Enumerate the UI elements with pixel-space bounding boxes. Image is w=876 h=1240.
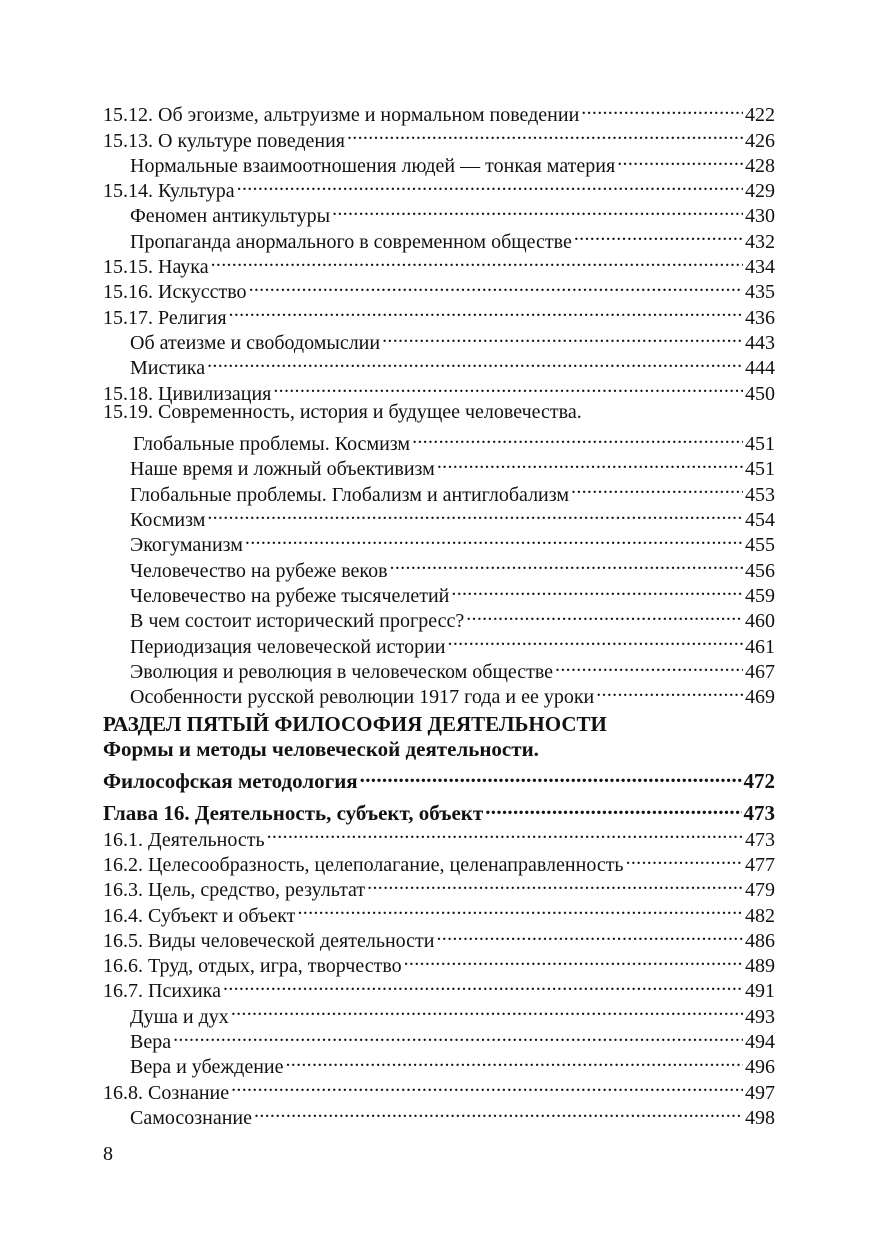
toc-entry [103,96,775,127]
leader-dots [624,846,743,871]
leader-dots [380,324,743,349]
toc-entry-page: 473 [745,828,775,851]
toc-entry-page: 453 [745,483,775,506]
toc-entry-title: Глава 16. Деятельность, субъект, объект [103,801,484,826]
toc-entry-title: 16.1. Деятельность [103,828,265,851]
leader-dots [229,997,743,1022]
leader-dots [449,577,743,602]
toc-entry-title: Глобальные проблемы. Глобализм и антиглобализм [130,483,570,506]
toc-entry-title: 15.14. Культура [103,180,235,203]
leader-dots [252,1099,743,1124]
toc-entry-page: 454 [745,509,775,532]
toc-entry [103,1023,775,1053]
toc-entry-title: Душа и дух [130,1005,229,1028]
chapter-entry [103,795,775,826]
toc-entry-title: Вера [130,1030,172,1053]
toc-entry-page: 435 [745,281,775,304]
leader-dots [330,197,743,222]
leader-dots [345,121,743,146]
toc-entry-page: 430 [745,205,775,228]
leader-dots [209,248,743,273]
section-subtitle: Формы и методы человеческой деятельности. [103,737,539,762]
table-of-contents [103,96,775,1129]
leader-dots [227,298,743,323]
toc-entry-page: 497 [745,1081,775,1104]
toc-entry-page: 496 [745,1056,775,1079]
toc-entry-title: Человечество на рубеже веков [130,559,388,582]
toc-entry-page: 436 [745,306,775,329]
toc-entry-page: 491 [745,980,775,1003]
toc-entry-title: 16.6. Труд, отдых, игра, творчество [103,955,402,978]
toc-entry-page: 482 [745,904,775,927]
toc-entry-1519-line1 [103,400,775,425]
toc-entry-page: 456 [745,559,775,582]
leader-dots [235,172,743,197]
toc-entry-title: 15.16. Искусство [103,281,247,304]
leader-dots [553,653,743,678]
toc-entry [103,1048,775,1079]
toc-entry-page: 489 [745,955,775,978]
leader-dots [171,1023,743,1048]
leader-dots [446,627,743,652]
toc-entry-title: Об атеизме и свободомыслии [130,331,381,354]
toc-entry-page: 498 [745,1106,775,1129]
leader-dots [265,820,743,845]
toc-entry-title: 15.12. Об эгоизме, альтруизме и нормальном поведении [103,104,580,127]
leader-dots [205,501,743,526]
toc-entry-page: 494 [745,1030,775,1053]
leader-dots [572,222,743,247]
toc-entry-page: 422 [745,104,775,127]
toc-entry-title: Мистика [130,357,206,380]
toc-entry-title: Наше время и ложный объективизм [130,458,435,481]
toc-entry-page: 486 [745,929,775,952]
leader-dots [205,349,743,374]
leader-dots [271,374,743,399]
toc-entry-page: 493 [745,1005,775,1028]
toc-entry-title: Эволюция и революция в человеческом обществе [130,660,554,683]
leader-dots [247,273,743,298]
toc-entry-title: 15.17. Религия [103,306,227,329]
leader-dots [410,425,743,450]
toc-entry-title: 15.13. О культуре поведения [103,129,345,152]
toc-entry-title: Экогуманизм [130,534,243,557]
toc-entry-page: 444 [745,357,775,380]
toc-entry-page: 477 [745,853,775,876]
toc-entry-page: 459 [745,584,775,607]
toc-entry-page: 472 [743,769,775,794]
toc-entry-title: Феномен антикультуры [130,205,331,228]
toc-entry-page: 428 [745,154,775,177]
toc-entry-title: Периодизация человеческой истории [130,635,446,658]
toc-entry-page: 469 [745,686,775,709]
toc-entry-page: 451 [745,433,775,456]
leader-dots [243,526,743,551]
leader-dots [283,1048,743,1073]
leader-dots [434,922,743,947]
leader-dots [569,475,743,500]
toc-entry-page: 455 [745,534,775,557]
toc-entry-title: 16.7. Психика [103,980,222,1003]
section-entry [103,763,775,794]
leader-dots [464,602,743,627]
toc-entry-title: 16.3. Цель, средство, результат [103,879,366,902]
toc-entry-title: Философская методология [103,769,358,794]
toc-entry-title: 15.15. Наука [103,256,209,279]
leader-dots [358,763,742,788]
toc-entry-page: 461 [745,635,775,658]
leader-dots [365,871,743,896]
toc-entry-1519-line2 [103,425,775,456]
leader-dots [615,147,743,172]
toc-entry-page: 426 [745,129,775,152]
toc-entry-title: 16.4. Субъект и объект [103,904,296,927]
section-heading: РАЗДЕЛ ПЯТЫЙ ФИЛОСОФИЯ ДЕЯТЕЛЬНОСТИ [103,712,607,737]
toc-entry-page: 434 [745,256,775,279]
leader-dots [483,795,741,820]
toc-entry-title: Человечество на рубеже тысячелетий [130,584,450,607]
toc-entry-title: В чем состоит исторический прогресс? [130,610,465,633]
toc-entry-title: Космизм [130,509,206,532]
toc-entry-page: 443 [745,331,775,354]
toc-entry-title: 15.18. Цивилизация [103,382,272,405]
leader-dots [594,678,743,703]
toc-entry-title: Глобальные проблемы. Космизм [133,433,411,456]
toc-entry-page: 450 [745,382,775,405]
leader-dots [402,947,743,972]
page-number: 8 [103,1143,113,1165]
toc-entry-title: 16.2. Целесообразность, целеполагание, целенаправленность [103,853,624,876]
toc-entry-title: Пропаганда анормального в современном обществе [130,230,572,253]
toc-entry-title: 16.5. Виды человеческой деятельности [103,929,435,952]
toc-entry-page: 432 [745,230,775,253]
toc-entry-title: Вера и убеждение [130,1056,284,1079]
toc-entry-page: 473 [743,801,775,826]
toc-entry-title: Особенности русской революции 1917 года и ее уроки [130,686,595,709]
leader-dots [435,450,743,475]
toc-entry-title: 16.8. Сознание [103,1081,230,1104]
toc-entry-title: Самосознание [130,1106,253,1129]
leader-dots [229,1073,743,1098]
toc-entry-title: Нормальные взаимоотношения людей — тонкая материя [130,154,616,177]
leader-dots [221,972,743,997]
toc-entry-page: 460 [745,610,775,633]
toc-entry-page: 467 [745,660,775,683]
toc-entry-page: 479 [745,879,775,902]
leader-dots [388,551,743,576]
toc-entry-page: 451 [745,458,775,481]
leader-dots [295,896,743,921]
toc-entry-page: 429 [745,180,775,203]
leader-dots [579,96,743,121]
toc-entry-title: 15.19. Современность, история и будущее человечества. [103,400,582,423]
